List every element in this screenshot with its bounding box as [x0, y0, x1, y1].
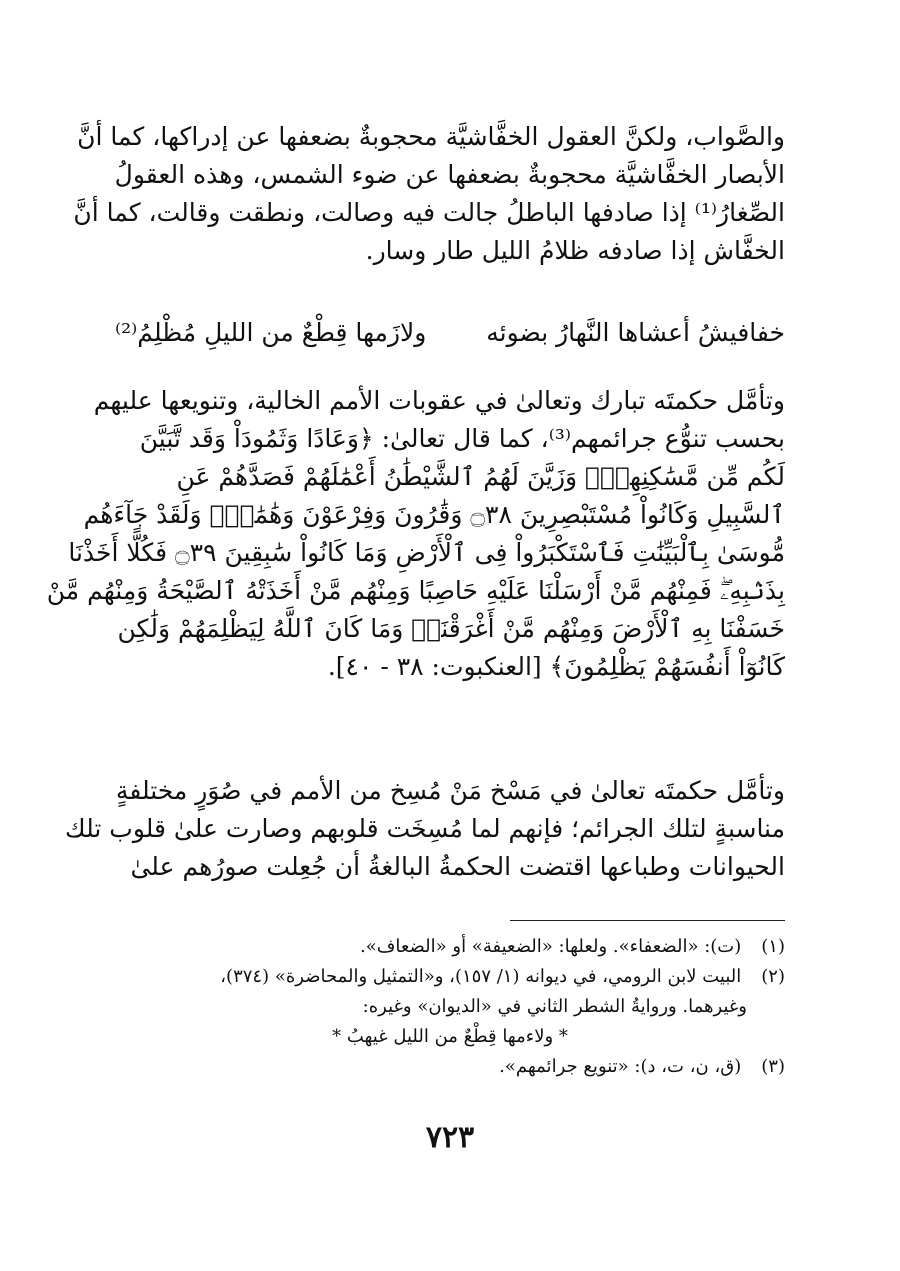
verse-first-hemistich: خفافيشُ أعشاها النَّهارُ بضوئه	[486, 318, 785, 347]
text-line: الصِّغارُ⁽¹⁾ إذا صادفها الباطلُ جالت فيه وصالت، ونطقت وقالت، كما أنَّ	[73, 198, 785, 227]
page-number: ٧٢٣	[425, 1120, 475, 1155]
footnote-2-quote: * ولاءمها قِطْعٌ من الليل غيهبُ *	[332, 1026, 568, 1047]
footnote-number: (١)	[761, 936, 785, 957]
text-line: والصَّواب، ولكنَّ العقول الخفَّاشيَّة محجوبةٌ بضعفها عن إدراكها، كما أنَّ	[77, 122, 785, 151]
quran-line: مُّوسَىٰ بِٱلْبَيِّنَٰتِ فَٱسْتَكْبَرُواْ فِى ٱلْأَرْضِ وَمَا كَانُواْ سَٰبِقِينَ ۝٣٩ فَكُلًّا أَخَذْنَا	[68, 538, 785, 567]
footnote-number: (٢)	[761, 966, 785, 987]
footnote-3	[115, 1052, 785, 1082]
footnote-text: البيت لابن الرومي، في ديوانه (١/ ١٥٧)، و«التمثيل والمحاضرة» (٣٧٤)،	[220, 966, 742, 987]
footnote-2-continuation: وغيرهما. وروايةُ الشطر الثاني في «الديوان» وغيره:	[362, 996, 747, 1017]
footnote-text: (ت): «الضعفاء». ولعلها: «الضعيفة» أو «الضعاف».	[360, 936, 742, 957]
footnote-1	[115, 932, 785, 962]
paragraph-3	[65, 772, 785, 886]
text-line: الخفَّاش إذا صادفه ظلامُ الليل طار وسار.	[365, 236, 785, 265]
quran-line: خَسَفْنَا بِهِ ٱلْأَرْضَ وَمِنْهُم مَّنْ أَغْرَقْنَاۚ وَمَا كَانَ ٱللَّهُ لِيَظْلِمَهُمْ وَلَٰكِن	[117, 614, 785, 643]
quran-line: بِذَنۢبِهِۦۖ فَمِنْهُم مَّنْ أَرْسَلْنَا عَلَيْهِ حَاصِبًا وَمِنْهُم مَّنْ أَخَذَتْهُ ٱلصَّيْحَةُ وَمِنْهُم مَّنْ	[46, 576, 785, 605]
text-line: الحيوانات وطباعها اقتضت الحكمةُ البالغةُ أن جُعِلت صورُهم علىٰ	[130, 852, 785, 881]
footnote-text: (ق، ن، ت، د): «تنويع جرائمهم».	[499, 1056, 742, 1077]
verse-second-hemistich: ولازَمها قِطْعٌ من الليلِ مُظْلِمُ⁽²⁾	[115, 318, 427, 347]
paragraph-1	[73, 118, 785, 270]
footnote-number: (٣)	[761, 1056, 785, 1077]
quran-line: كَانُوٓاْ أَنفُسَهُمْ يَظْلِمُونَ﴾ [العنكبوت: ٣٨ - ٤٠].	[327, 652, 785, 681]
footnote-2	[115, 962, 785, 992]
quran-line: ٱلسَّبِيلِ وَكَانُواْ مُسْتَبْصِرِينَ ۝٣٨ وَقَٰرُونَ وَفِرْعَوْنَ وَهَٰمَٰنَۖ وَلَقَدْ جَآءَهُم	[83, 500, 785, 529]
quran-line: لَكُم مِّن مَّسَٰكِنِهِمْۖ وَزَيَّنَ لَهُمُ ٱلشَّيْطَٰنُ أَعْمَٰلَهُمْ فَصَدَّهُمْ عَنِ	[176, 462, 785, 491]
text-line: الأبصار الخفَّاشيَّة محجوبةٌ بضعفها عن ضوء الشمس، وهذه العقولُ	[114, 160, 785, 189]
text-line: وتأمَّل حكمتَه تعالىٰ في مَسْخ مَنْ مُسِخ من الأمم في صُوَرٍ مختلفةٍ	[115, 776, 785, 805]
poetry-verse	[115, 318, 785, 358]
footnote-divider	[510, 920, 785, 921]
text-line: مناسبةٍ لتلك الجرائم؛ فإنهم لما مُسِخَت قلوبهم وصارت علىٰ قلوب تلك	[65, 814, 785, 843]
text-line: وتأمَّل حكمتَه تبارك وتعالىٰ في عقوبات الأمم الخالية، وتنويعها عليهم	[93, 386, 785, 415]
text-line: بحسب تنوُّع جرائمهم⁽³⁾، كما قال تعالىٰ: ﴿وَعَادًا وَثَمُودَاْ وَقَد تَّبَيَّنَ	[139, 424, 785, 453]
paragraph-2-quran	[46, 382, 785, 686]
footnotes	[115, 932, 785, 1082]
